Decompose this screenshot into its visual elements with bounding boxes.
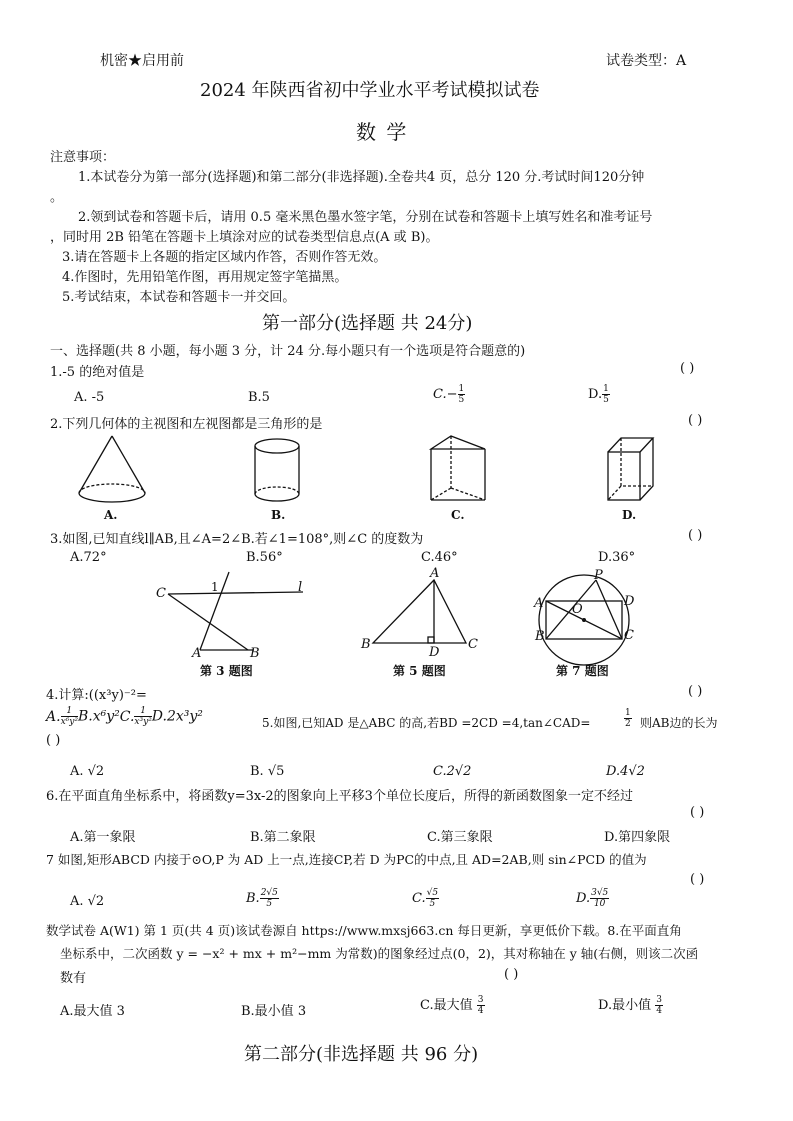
q1-option-a: A. -5 — [74, 390, 105, 405]
fig7-center-dot — [582, 618, 586, 622]
q5-stem-tail: 则AB边的长为 — [640, 716, 718, 730]
q2-label-c: C. — [451, 508, 465, 522]
part2-title: 第二部分(非选择题 共 96 分) — [244, 1044, 479, 1065]
fig3-label-c: C — [156, 586, 166, 601]
q8-option-a: A.最大值 3 — [60, 1004, 125, 1019]
q8-answer-paren: ( ) — [504, 967, 519, 982]
fig7-label-p: P — [594, 568, 603, 583]
q3-option-c: C.46° — [421, 550, 458, 565]
fig5-label-d: D — [429, 645, 440, 660]
q6-stem: 6.在平面直角坐标系中，将函数y=3x-2的图象向上平移3个单位长度后，所得的新函数图象一定不经过 — [46, 789, 633, 804]
q3-option-a: A.72° — [70, 550, 107, 565]
q5-answer-paren: ( ) — [46, 733, 61, 748]
note-item: 2.领到试卷和答题卡后，请用 0.5 毫米黑色墨水签字笔，分别在试卷和答题卡上填写姓名和准考证号 — [78, 210, 653, 225]
fig3-caption: 第 3 题图 — [200, 664, 253, 678]
fig7-label-b: B — [535, 629, 545, 644]
note-item: 3.请在答题卡上各题的指定区域内作答，否则作答无效。 — [62, 250, 387, 265]
note-item: 。 — [50, 190, 64, 205]
q2-answer-paren: ( ) — [688, 413, 703, 428]
fig5-triangle — [373, 580, 466, 643]
q7-stem: 7 如图,矩形ABCD 内接于⊙O,P 为 AD 上一点,连接CP,若 D 为PC的中点,且 AD=2AB,则 sin∠PCD 的值为 — [46, 852, 647, 867]
q1-option-d: D. $\frac{1}{5}$ — [588, 384, 609, 405]
q5-option-b: B. √5 — [250, 764, 285, 779]
fig3-label-l: l — [298, 580, 303, 595]
q4-option-b: B.x⁶y² — [77, 708, 120, 725]
q3-stem: 3.如图,已知直线l∥AB,且∠A=2∠B.若∠1=108°,则∠C 的度数为 — [50, 532, 424, 547]
part1-title: 第一部分(选择题 共 24分) — [262, 313, 473, 334]
subject-title: 数 学 — [356, 120, 409, 144]
footer-line-1: 数学试卷 A(W1) 第 1 页(共 4 页)该试卷源自 https://www.mxsj663.cn 每日更新，享更低价下载。8.在平面直角 — [46, 923, 682, 938]
note-item: ，同时用 2B 铅笔在答题卡上填涂对应的试卷类型信息点(A 或 B)。 — [50, 230, 439, 245]
q6-option-c: C.第三象限 — [427, 830, 493, 845]
q4-answer-paren: ( ) — [688, 684, 703, 699]
q7-option-a: A. √2 — [70, 894, 105, 909]
q7-option-b: B. $\frac{2√5}{5}$ — [246, 888, 278, 909]
part1-intro: 一、选择题(共 8 小题，每小题 3 分，计 24 分.每小题只有一个选项是符合题意的) — [50, 344, 526, 359]
q3-option-b: B.56° — [246, 550, 283, 565]
fig7-caption: 第 7 题图 — [556, 664, 609, 678]
confidential-mark: 机密★启用前 — [100, 53, 184, 69]
q1-option-c: C.− $\frac{1}{5}$ — [433, 384, 465, 405]
fig7-label-d: D — [624, 594, 635, 609]
q7-option-c: C. $\frac{√5}{5}$ — [412, 888, 439, 909]
q5-stem: 5.如图,已知AD 是△ABC 的高,若BD =2CD =4,tan∠CAD= — [262, 716, 591, 730]
q3-option-d: D.36° — [598, 550, 636, 565]
q4-stem: 4.计算:((x³y)⁻²= — [46, 688, 147, 703]
fig5-caption: 第 5 题图 — [393, 664, 446, 678]
q5-option-a: A. √2 — [70, 764, 105, 779]
q6-option-b: B.第二象限 — [250, 830, 316, 845]
q6-option-d: D.第四象限 — [604, 830, 671, 845]
fig5-label-b: B — [361, 637, 371, 652]
q4-option-a: A. $\frac{1}{\text{x⁶y²}}$ — [46, 706, 78, 727]
q1-stem: 1.-5 的绝对值是 — [50, 365, 145, 380]
footer-line-2: 坐标系中，二次函数 y = −x² + mx + m²−mm 为常数)的图象经过点(0，2)，其对称轴在 y 轴(右侧，则该二次函 — [60, 946, 699, 961]
q8-option-d: D.最小值 $\frac{3}{4}$ — [598, 995, 662, 1016]
q2-label-a: A. — [104, 508, 118, 522]
fig7-label-c: C — [624, 628, 634, 643]
q1-option-b: B.5 — [248, 390, 270, 405]
q2-label-b: B. — [271, 508, 286, 522]
fig3-label-1: 1 — [211, 580, 219, 594]
notes-heading: 注意事项： — [50, 150, 116, 165]
q5-option-d: D.4√2 — [606, 764, 645, 779]
q7-answer-paren: ( ) — [690, 872, 705, 887]
q8-stem-end: 数有 — [60, 971, 87, 986]
q4-options-line — [46, 706, 203, 727]
q6-option-a: A.第一象限 — [70, 830, 136, 845]
q8-option-b: B.最小值 3 — [241, 1004, 307, 1019]
fig3-lines — [168, 572, 303, 650]
q2-label-d: D. — [622, 508, 637, 522]
note-item: 1.本试卷分为第一部分(选择题)和第二部分(非选择题).全卷共4 页，总分 120 分.考试时间120分钟 — [78, 170, 645, 185]
paper-type: 试卷类型：A — [606, 53, 687, 69]
fig7-label-a: A — [534, 596, 544, 611]
fig7-label-o: O — [572, 602, 583, 617]
q3-answer-paren: ( ) — [688, 528, 703, 543]
fig5-label-c: C — [468, 637, 478, 652]
q5-option-c: C.2√2 — [433, 764, 472, 779]
q1-answer-paren: ( ) — [680, 361, 695, 376]
q8-option-c: C.最大值 $\frac{3}{4}$ — [420, 995, 484, 1016]
note-item: 4.作图时，先用铅笔作图，再用规定签字笔描黑。 — [62, 270, 348, 285]
q7-option-d: D. $\frac{3√5}{10}$ — [576, 888, 609, 909]
q4-option-c: C. $\frac{1}{\text{x³y²}}$ — [119, 706, 152, 727]
fig5-label-a: A — [430, 566, 440, 581]
note-item: 5.考试结束，本试卷和答题卡一并交回。 — [62, 290, 296, 305]
fig3-label-a: A — [192, 646, 202, 661]
q2-stem: 2.下列几何体的主视图和左视图都是三角形的是 — [50, 417, 323, 432]
q5-tan-value: $\frac{1}{2}$ — [625, 708, 631, 729]
fig3-label-b: B — [250, 646, 260, 661]
q6-answer-paren: ( ) — [690, 805, 705, 820]
q4-option-d: D.2x³y² — [151, 708, 203, 725]
exam-title: 2024 年陕西省初中学业水平考试模拟试卷 — [200, 80, 540, 101]
